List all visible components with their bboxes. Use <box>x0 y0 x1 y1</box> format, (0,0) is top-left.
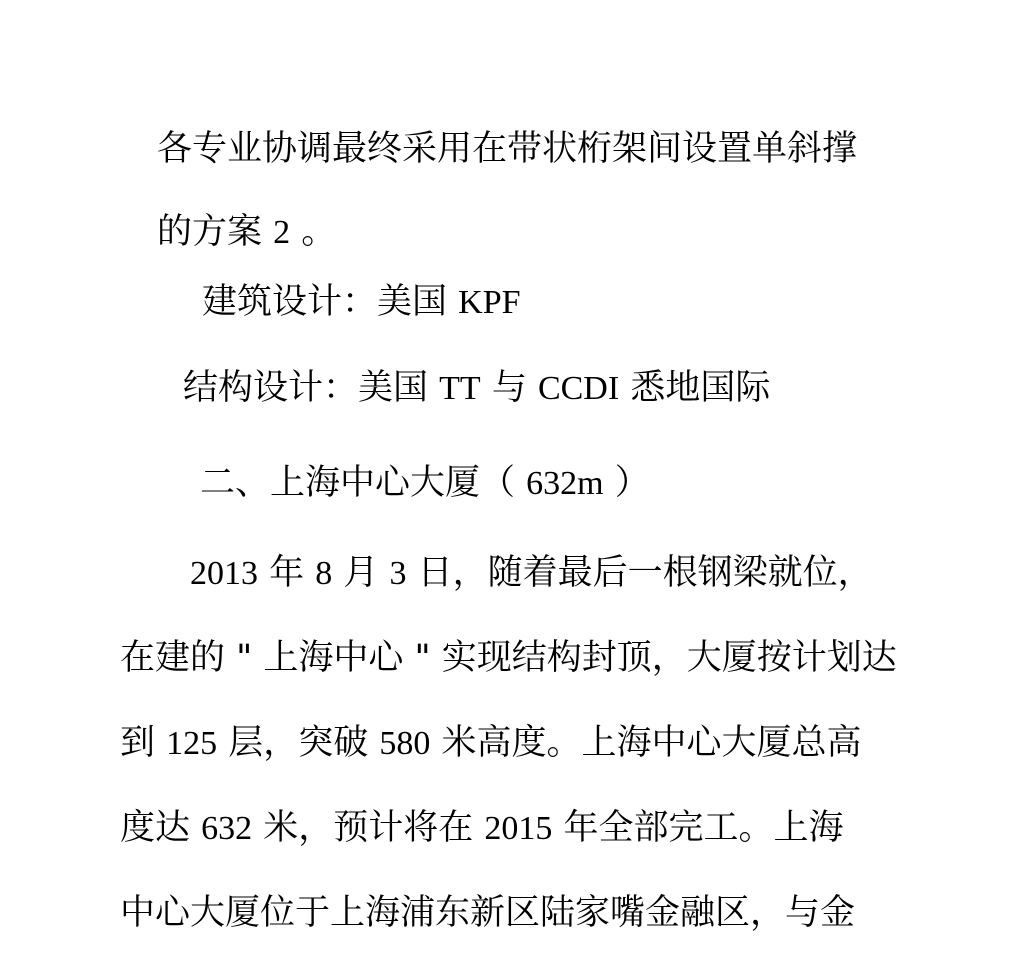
body-text: 的方案 <box>157 212 274 252</box>
number-text: TT <box>439 370 481 407</box>
number-text: KPF <box>458 284 521 321</box>
body-text: 到 <box>120 723 167 763</box>
body-text: 年全部完工。上海 <box>552 808 844 848</box>
number-text: 2015 <box>484 810 553 847</box>
body-text: 与 <box>480 368 538 408</box>
body-text: 米高度。上海中心大厦总高 <box>430 723 862 763</box>
body-text: 中心大厦位于上海浦东新区陆家嘴金融区，与金 <box>120 893 856 933</box>
body-text: 结构设计：美国 <box>183 368 440 408</box>
paragraph-line <box>190 551 873 596</box>
body-text: ） <box>603 463 650 503</box>
number-text: 2013 <box>190 555 258 592</box>
number-text: 632 <box>201 810 253 847</box>
number-text: 580 <box>379 725 431 762</box>
body-text: 在建的 " 上海中心 " 实现结构封顶，大厦按计划达 <box>120 638 897 678</box>
number-text: 8 <box>315 555 333 592</box>
architect-credit-line <box>202 280 521 325</box>
body-text: 月 <box>332 553 390 593</box>
body-text: 年 <box>258 553 316 593</box>
body-text: 建筑设计：美国 <box>202 282 459 322</box>
paragraph-line <box>157 127 857 171</box>
body-text: 米，预计将在 <box>252 808 485 848</box>
structural-credit-line <box>183 366 770 411</box>
body-text: 悉地国际 <box>619 368 771 408</box>
paragraph-line <box>120 721 862 766</box>
number-text: CCDI <box>537 370 620 407</box>
number-text: 125 <box>166 725 218 762</box>
body-text: 度达 <box>120 808 202 848</box>
number-text: 3 <box>389 555 407 592</box>
paragraph-line <box>120 636 897 680</box>
paragraph-line <box>120 806 844 851</box>
body-text: 二、上海中心大厦（ <box>200 463 527 503</box>
body-text: 各专业协调最终采用在带状桁架间设置单斜撑 <box>157 129 858 169</box>
number-text: 632m <box>526 465 604 502</box>
section-heading <box>200 461 650 506</box>
body-text: 日，随着最后一根钢梁就位， <box>406 553 873 593</box>
paragraph-line <box>120 891 855 935</box>
body-text: 层，突破 <box>217 723 380 763</box>
number-text: 2 <box>273 214 291 251</box>
paragraph-line <box>157 210 336 255</box>
body-text: 。 <box>290 212 337 252</box>
